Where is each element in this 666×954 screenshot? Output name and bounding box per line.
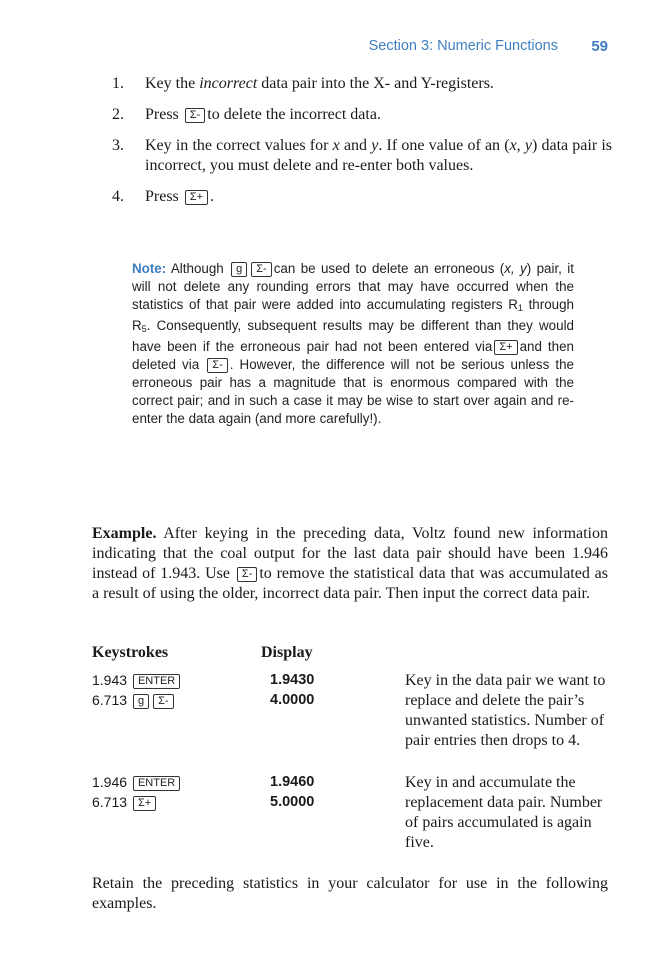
example-text: After keying in the preceding data, Voltz found new information indicating that the coal output for the last data pair should have been 1.946 instead of 1.943. Use (92, 525, 608, 582)
procedure-steps (112, 74, 612, 218)
step-text: . (210, 188, 215, 205)
keystrokes-header: Keystrokes (92, 644, 169, 661)
page-header (0, 38, 666, 58)
note-text: . Consequently, subsequent results may be different than they would have been if the erroneous pair had not been entered via (132, 318, 574, 354)
sigma-plus-key: Σ+ (494, 340, 517, 355)
enter-key: ENTER (133, 674, 180, 689)
note-text: and then deleted via (132, 339, 574, 372)
step-text: Key in the correct values for (145, 137, 333, 154)
note-text: through R (132, 297, 575, 333)
keystroke-value: 1.946 (92, 774, 128, 790)
sigma-minus-key: Σ- (237, 567, 257, 582)
keystroke-row-1 (92, 670, 182, 690)
display-value: 5.0000 (270, 794, 315, 810)
display-value: 1.9430 (270, 672, 315, 688)
display-header: Display (261, 644, 313, 661)
step-4 (112, 187, 612, 207)
var-xy: x, y (509, 137, 532, 154)
note-text: Although (166, 261, 230, 276)
sigma-minus-key: Σ- (207, 358, 227, 373)
description-2: Key in and accumulate the replacement data pair. Number of pairs accumulated is again five. (405, 774, 603, 851)
step-text: ) data pair is incorrect, you must delete and re-enter both values. (145, 137, 613, 174)
step-text: Press (145, 188, 179, 205)
example-paragraph (92, 524, 608, 604)
description-1: Key in the data pair we want to replace and delete the pair’s unwanted statistics. Number of pair entries then drops to 4. (405, 672, 606, 749)
keystroke-value: 6.713 (92, 794, 128, 810)
step-text: to delete the incorrect data. (207, 106, 381, 123)
g-key: g (231, 262, 247, 277)
step-text: . If one value of an ( (378, 137, 510, 154)
step-3 (112, 136, 612, 176)
sigma-plus-key: Σ+ (133, 796, 156, 811)
keystroke-row-3 (92, 772, 182, 792)
step-text: and (339, 137, 372, 154)
note-text: can be used to delete an erroneous ( (273, 261, 505, 276)
closing-paragraph: Retain the preceding statistics in your calculator for use in the following examples. (92, 875, 608, 912)
step-1 (112, 74, 612, 94)
display-value: 1.9460 (270, 774, 315, 790)
step-number: 1. (112, 75, 124, 92)
step-number: 2. (112, 106, 124, 123)
step-number: 3. (112, 137, 124, 154)
subscript: 5 (141, 324, 147, 334)
example-text: to remove the statistical data that was accumulated as a result of using the older, incorrect data pair. Then input the correct data pair. (92, 565, 609, 602)
step-2 (112, 105, 612, 125)
step-text: data pair into the X- and Y-registers. (257, 75, 494, 92)
keystroke-value: 1.943 (92, 672, 128, 688)
sigma-minus-key: Σ- (153, 694, 173, 709)
subscript: 1 (517, 303, 523, 313)
step-text: Key the (145, 75, 200, 92)
step-text: Press (145, 106, 179, 123)
note-text: . However, the difference will not be serious unless the erroneous pair has a magnitude that is enormous compared with the correct pair; and in such a case it may be wise to start over again and re-enter the data again (and more carefully!). (132, 357, 574, 426)
section-title: Section 3: Numeric Functions (368, 38, 558, 54)
sigma-plus-key: Σ+ (185, 190, 208, 205)
note-text: ) pair, it will not delete any rounding errors that may have occurred when the statistics of that pair were added into accumulating registers R (132, 261, 574, 312)
sigma-minus-key: Σ- (185, 108, 205, 123)
keystroke-value: 6.713 (92, 692, 128, 708)
page-number: 59 (591, 38, 608, 55)
step-emphasis: incorrect (199, 75, 258, 92)
display-value: 4.0000 (270, 692, 315, 708)
note-label: Note: (132, 261, 167, 276)
example-label: Example. (92, 525, 157, 542)
keystroke-row-4 (92, 792, 158, 812)
var-y: y (371, 137, 379, 154)
note-var-xy: x, y (504, 261, 527, 276)
var-x: x (332, 137, 340, 154)
step-number: 4. (112, 188, 124, 205)
note-box (132, 260, 574, 428)
g-key: g (133, 694, 149, 709)
sigma-minus-key: Σ- (251, 262, 271, 277)
keystroke-row-2 (92, 690, 176, 710)
enter-key: ENTER (133, 776, 180, 791)
